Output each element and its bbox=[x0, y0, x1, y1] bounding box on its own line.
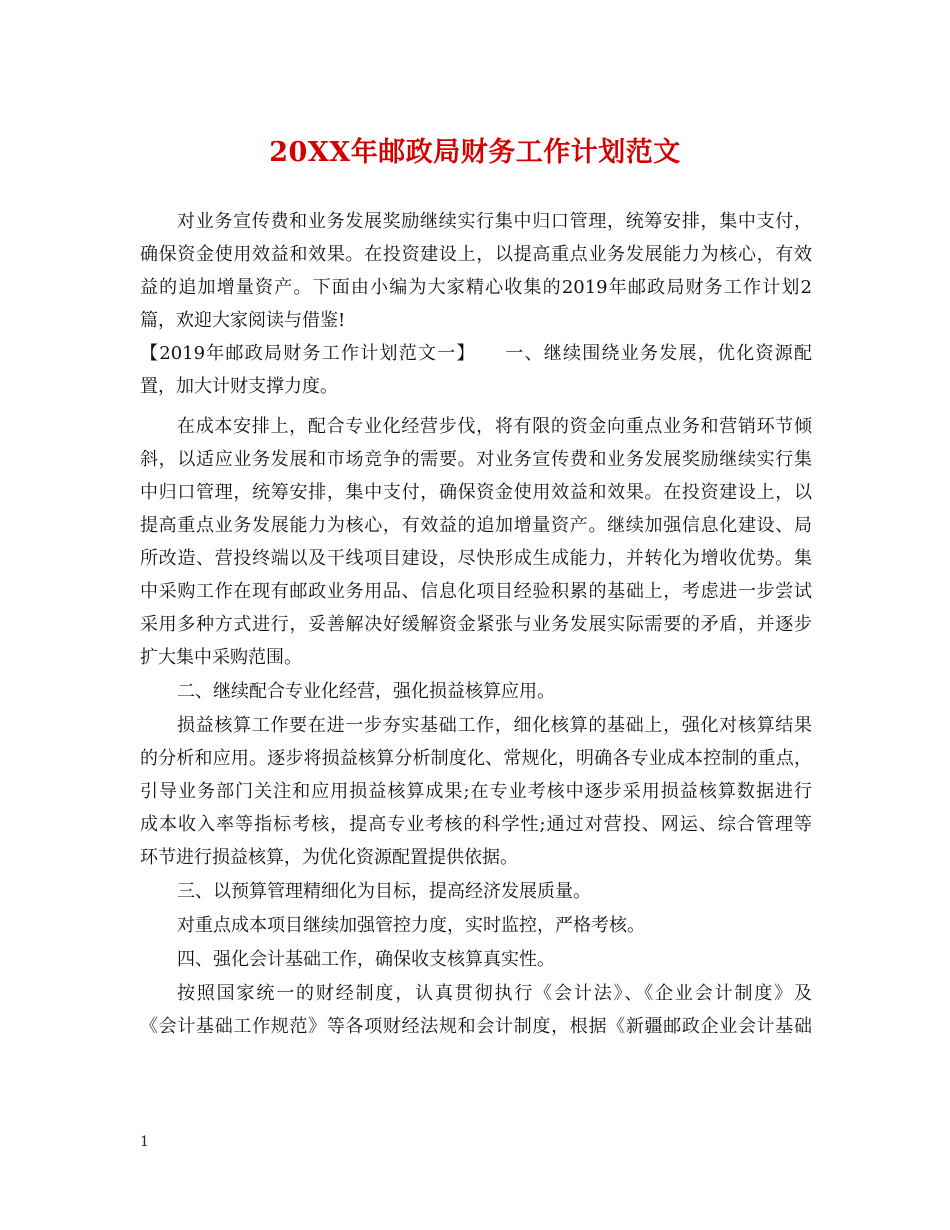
paragraph-line: 《会计基础工作规范》等各项财经法规和会计制度，根据《新疆邮政企业会计基础 bbox=[140, 1016, 812, 1037]
paragraph-line: 所改造、营投终端以及干线项目建设，尽快形成生成能力，并转化为增收优势。集 bbox=[140, 548, 812, 569]
section-heading: 四、强化会计基础工作，确保收支核算真实性。 bbox=[177, 949, 555, 970]
section-heading: 二、继续配合专业化经营，强化损益核算应用。 bbox=[177, 681, 555, 702]
paragraph-line: 篇，欢迎大家阅读与借鉴! bbox=[140, 310, 346, 331]
document-title: 20XX年邮政局财务工作计划范文 bbox=[269, 137, 681, 168]
paragraph-line: 损益核算工作要在进一步夯实基础工作，细化核算的基础上，强化对核算结果 bbox=[177, 715, 812, 736]
paragraph-line: 置，加大计财支撑力度。 bbox=[140, 376, 338, 397]
paragraph-line: 对重点成本项目继续加强管控力度，实时监控，严格考核。 bbox=[177, 915, 645, 936]
paragraph-line: 引导业务部门关注和应用损益核算成果;在专业考核中逐步采用损益核算数据进行 bbox=[140, 781, 812, 802]
paragraph-line: 在成本安排上，配合专业化经营步伐，将有限的资金向重点业务和营销环节倾 bbox=[177, 416, 812, 437]
paragraph-line: 中采购工作在现有邮政业务用品、信息化项目经验积累的基础上，考虑进一步尝试 bbox=[140, 581, 812, 602]
paragraph-line: 中归口管理，统筹安排，集中支付，确保资金使用效益和效果。在投资建设上，以 bbox=[140, 482, 812, 503]
paragraph-line: 对业务宣传费和业务发展奖励继续实行集中归口管理，统筹安排，集中支付， bbox=[177, 211, 812, 232]
paragraph-line: 【2019年邮政局财务工作计划范文一】 一、继续围绕业务发展，优化资源配 bbox=[140, 343, 812, 364]
page-number: 1 bbox=[140, 1134, 149, 1150]
paragraph-line: 扩大集中采购范围。 bbox=[140, 647, 302, 668]
section-heading: 三、以预算管理精细化为目标，提高经济发展质量。 bbox=[177, 881, 591, 902]
paragraph-line: 确保资金使用效益和效果。在投资建设上，以提高重点业务发展能力为核心，有效 bbox=[140, 244, 812, 265]
paragraph-line: 成本收入率等指标考核，提高专业考核的科学性;通过对营投、网运、综合管理等 bbox=[140, 814, 812, 835]
paragraph-line: 的分析和应用。逐步将损益核算分析制度化、常规化，明确各专业成本控制的重点， bbox=[140, 748, 812, 769]
paragraph-line: 益的追加增量资产。下面由小编为大家精心收集的2019年邮政局财务工作计划2 bbox=[140, 277, 812, 298]
paragraph-line: 环节进行损益核算，为优化资源配置提供依据。 bbox=[140, 847, 518, 868]
paragraph-line: 斜，以适应业务发展和市场竞争的需要。对业务宣传费和业务发展奖励继续实行集 bbox=[140, 449, 812, 470]
paragraph-line: 采用多种方式进行，妥善解决好缓解资金紧张与业务发展实际需要的矛盾，并逐步 bbox=[140, 614, 812, 635]
paragraph-line: 提高重点业务发展能力为核心，有效益的追加增量资产。继续加强信息化建设、局 bbox=[140, 515, 812, 536]
paragraph-line: 按照国家统一的财经制度，认真贯彻执行《会计法》、《企业会计制度》及 bbox=[177, 983, 812, 1004]
